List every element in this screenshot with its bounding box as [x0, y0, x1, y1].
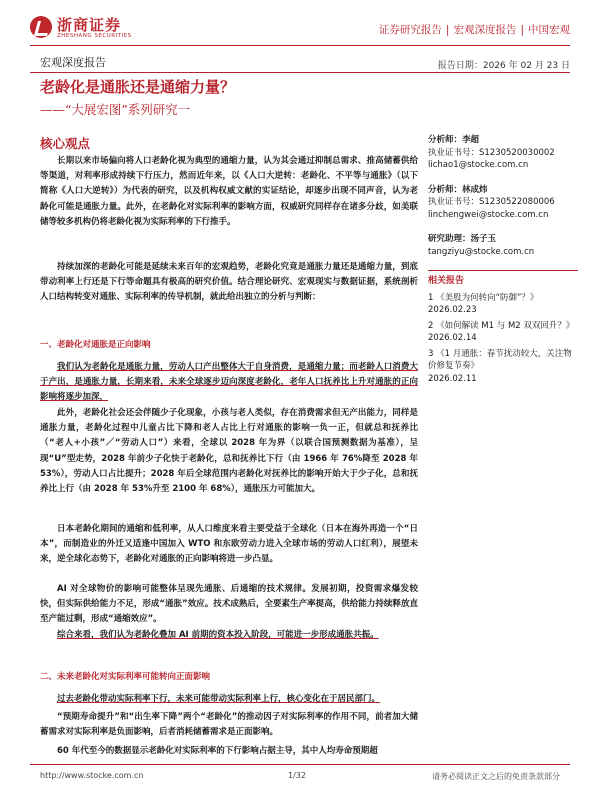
header-divider — [30, 45, 570, 46]
analyst-card: 研究助理：汤子玉 tangziyu@stocke.com.cn — [428, 233, 578, 258]
section-2-heading: 二、未来老龄化对实际利率可能转向正面影响 — [40, 672, 211, 682]
report-category-nav: 证券研究报告 | 宏观深度报告 | 中国宏观 — [378, 24, 570, 36]
nav-item: 中国宏观 — [528, 24, 570, 36]
section-1-heading: 一、老龄化对通胀是正向影响 — [40, 340, 151, 350]
analyst-name: 汤子玉 — [470, 234, 497, 244]
report-title: 老龄化是通胀还是通缩力量？ — [40, 78, 236, 96]
document-type: 宏观深度报告 — [40, 56, 106, 69]
section-2-paragraph: 60 年代至今的数据显示老龄化对实际利率的下行影响占据主导，其中人均寿命预期超 — [57, 746, 378, 756]
sidebar-divider — [428, 270, 578, 271]
core-view-heading: 核心观点 — [40, 136, 91, 151]
logo-mark-icon — [30, 16, 52, 38]
section-1-conclusion: 综合来看，我们认为老龄化叠加 AI 前期的资本投入阶段，可能进一步形成通胀共振。 — [57, 630, 379, 640]
footer-disclaimer: 请务必阅读正文之后的免责条款部分 — [432, 772, 560, 781]
section-1-paragraph: 日本老龄化期间的通缩和低利率，从人口维度来看主要受益于全球化（日本在海外再造一个“日本”，而制造业的外迁又适逢中国加入 WTO 和东欧劳动力进入全球市场的劳动人口红利），展望未来，逆全球化态势下，老龄化对通胀的正向影响将进一步凸显。 — [40, 524, 418, 565]
section-1-key-point: 我们认为老龄化是通胀力量，劳动人口产出整体大于自身消费，是通缩力量；而老龄人口消费大于产出，是通胀力量，长期来看，未来全球逐步迈向深度老龄化，老年人口抚养比上升对通胀的正向影响将逐步加深， — [40, 362, 418, 403]
nav-item: 宏观深度报告 — [453, 24, 517, 36]
brand-subtitle: ZHESHANG SECURITIES — [57, 33, 132, 39]
related-report-item[interactable]: 3 《1 月通胀：春节扰动较大，关注物价修复节奏》 2026.02.11 — [428, 348, 572, 384]
related-report-item[interactable]: 1 《美股为何转向“防御”？》 2026.02.23 — [428, 292, 539, 315]
analyst-card: 分析师：李超 执业证书号：S1230520030002 lichao1@stocke.com.cn — [428, 134, 578, 172]
footer-divider — [30, 764, 570, 765]
analyst-cert: 执业证书号：S1230522080006 — [428, 197, 555, 207]
nav-item: 证券研究报告 — [378, 24, 442, 36]
page-number: 1/32 — [288, 771, 306, 780]
related-report-item[interactable]: 2 《如何解读 M1 与 M2 双双回升？》 2026.02.14 — [428, 320, 575, 343]
report-date: 报告日期：2026 年 02 月 23 日 — [437, 61, 570, 71]
analyst-name: 李超 — [462, 135, 480, 145]
intro-paragraph: 长期以来市场偏向将人口老龄化视为典型的通缩力量，认为其会通过抑制总需求、推高储蓄供给等渠道，对利率形成持续下行压力，然而近年来，以《人口大逆转：老龄化、不平等与通胀》（以下简称《人口大逆转》）为代表的研究，以及机构权威文献的实证结论，却逐步出现不同声音，认为老龄化可能是通胀力量。此外，在老龄化对实际利率的影响方面，权威研究同样存在诸多分歧，如美联储等较多机构仍将老龄化视为实际利率的下行推手。 — [40, 156, 418, 227]
analyst-email[interactable]: linchengwei@stocke.com.cn — [428, 209, 549, 220]
brand-name: 浙商证券 — [57, 16, 122, 34]
analyst-name: 林成炜 — [462, 184, 488, 195]
analyst-card: 分析师：林成炜 执业证书号：S1230522080006 linchengwei@stocke.com.cn — [428, 184, 578, 222]
analyst-cert: 执业证书号：S1230520030002 — [428, 147, 555, 158]
section-2-key-point: 过去老龄化带动实际利率下行，未来可能带动实际利率上行，核心变化在于居民部门。 — [57, 694, 381, 704]
analyst-email[interactable]: tangziyu@stocke.com.cn — [428, 246, 535, 257]
section-1-paragraph: 此外，老龄化社会还会伴随少子化现象，小孩与老人类似，存在消费需求但无产出能力，同样是通胀力量，老龄化过程中儿童占比下降和老人占比上行对通胀的影响一负一正，但就总和抚养比（“老人+小孩”／“劳动人口”）来看，全球以 2028 年为界（以联合国预测数据为基准），呈现“U”型走势，2028 年前少子化快于老龄化，总和抚养比下行（由 1966 年 76%降至 2028 年 53%），劳动人口占比提升；2028 年后全球范围内老龄化对抚养比的影响开始大于少子化，总和抚养比上行（由 2028 年 53%升至 2100 年 68%），通胀压力可能加大。 — [40, 408, 418, 495]
sidebar — [428, 134, 578, 388]
section-2-paragraph: “预期寿命提升”和“出生率下降”两个“老龄化”的推动因子对实际利率的作用不同，前者加大储蓄需求对实际利率是负面影响，后者消耗储蓄需求是正面影响。 — [40, 712, 418, 738]
section-1-paragraph: AI 对全球物价的影响可能整体呈现先通胀、后通缩的技术规律。发展初期，投资需求爆发较快，但实际供给能力不足，形成“通胀”效应。技术成熟后，全要素生产率提高，供给能力持续释放直至产能过剩，形成“通缩效应”。 — [40, 584, 418, 625]
report-subtitle: ——“大展宏图”系列研究一 — [40, 102, 191, 117]
intro-paragraph-2: 持续加深的老龄化可能是延续未来百年的宏观趋势，老龄化究竟是通胀力量还是通缩力量，到底带动利率上行还是下行等命题具有极高的研究价值。结合理论研究、宏观现实与数据证据，系统剖析人口结构转变对通胀、实际利率的传导机制，就此给出独立的分析与判断： — [40, 262, 418, 303]
footer-url[interactable]: http://www.stocke.com.cn — [40, 771, 144, 780]
company-logo — [30, 14, 150, 44]
related-reports-heading: 相关报告 — [428, 276, 465, 286]
analyst-email[interactable]: lichao1@stocke.com.cn — [428, 160, 529, 170]
title-divider — [30, 72, 570, 73]
